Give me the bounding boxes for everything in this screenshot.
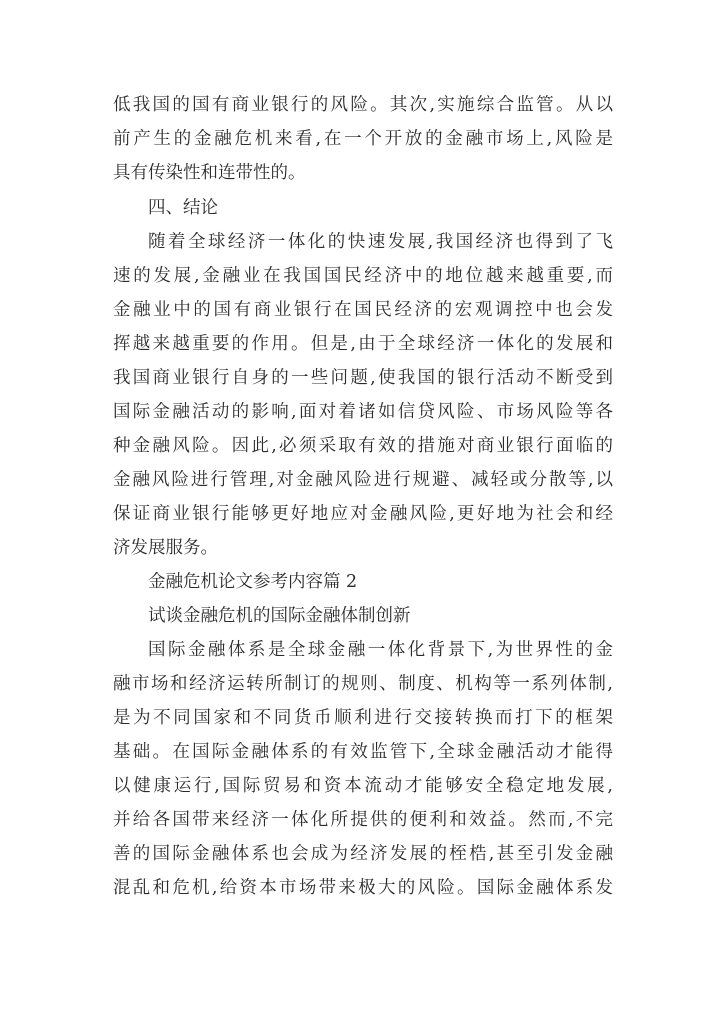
paragraph-1-line-3: 具有传染性和连带性的。 — [113, 163, 306, 183]
paragraph-3-line-7: 善的国际金融体系也会成为经济发展的桎梏,甚至引发金融 — [113, 844, 613, 864]
paragraph-3-line-3: 是为不同国家和不同货币顺利进行交接转换而打下的框架 — [113, 708, 613, 728]
paragraph-2-line-8: 金融风险进行管理,对金融风险进行规避、减轻或分散等,以 — [113, 470, 613, 490]
section-2-heading: 金融危机论文参考内容篇 2 — [148, 572, 358, 592]
paragraph-2-line-7: 种金融风险。因此,必须采取有效的措施对商业银行面临的 — [113, 436, 613, 456]
paragraph-2-line-9: 保证商业银行能够更好地应对金融风险,更好地为社会和经 — [113, 504, 613, 524]
paragraph-3-line-4: 基础。在国际金融体系的有效监管下,全球金融活动才能得 — [113, 742, 613, 762]
paragraph-3-line-2: 融市场和经济运转所制订的规则、制度、机构等一系列体制, — [113, 674, 613, 694]
paragraph-2-line-6: 国际金融活动的影响,面对着诸如信贷风险、市场风险等各 — [113, 402, 613, 422]
paragraph-2-line-10: 济发展服务。 — [113, 538, 218, 558]
paragraph-2-line-3: 金融业中的国有商业银行在国民经济的宏观调控中也会发 — [113, 300, 613, 320]
paragraph-2-line-1: 随着全球经济一体化的快速发展,我国经济也得到了飞 — [148, 232, 613, 252]
paragraph-3-line-6: 并给各国带来经济一体化所提供的便利和效益。然而,不完 — [113, 810, 613, 830]
article-title: 试谈金融危机的国际金融体制创新 — [148, 606, 411, 626]
paragraph-3-line-1: 国际金融体系是全球金融一体化背景下,为世界性的金 — [148, 640, 613, 660]
paragraph-1-line-1: 低我国的国有商业银行的风险。其次,实施综合监管。从以 — [113, 95, 613, 115]
paragraph-1-line-2: 前产生的金融危机来看,在一个开放的金融市场上,风险是 — [113, 129, 613, 149]
conclusion-heading: 四、结论 — [148, 198, 218, 218]
paragraph-2-line-4: 挥越来越重要的作用。但是,由于全球经济一体化的发展和 — [113, 334, 613, 354]
paragraph-3-line-5: 以健康运行,国际贸易和资本流动才能够安全稳定地发展, — [113, 776, 613, 796]
paragraph-2-line-2: 速的发展,金融业在我国国民经济中的地位越来越重要,而 — [113, 266, 613, 286]
paragraph-3-line-8: 混乱和危机,给资本市场带来极大的风险。国际金融体系发 — [113, 878, 613, 898]
paragraph-2-line-5: 我国商业银行自身的一些问题,使我国的银行活动不断受到 — [113, 368, 613, 388]
